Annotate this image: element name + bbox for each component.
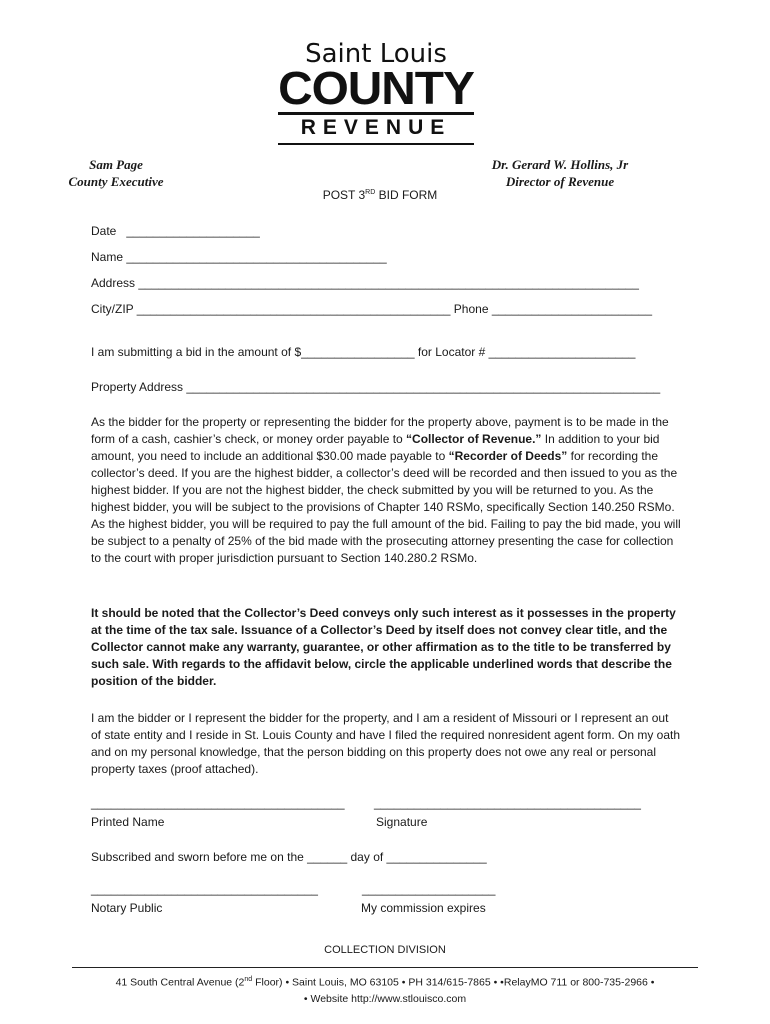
printed-name-line[interactable]: ______________________________________ <box>91 796 345 810</box>
county-executive-title: County Executive <box>68 174 164 189</box>
text-run: Floor) • Saint Louis, MO 63105 • PH 314/615-7865 • •RelayMO 711 or 800-735-2966 • <box>252 976 655 989</box>
notary-label: Notary Public <box>91 901 163 915</box>
logo-divider-bottom <box>278 143 474 145</box>
form-title <box>300 188 460 202</box>
text-run: As the bidder for the property or representing the bidder for the property above, payment is to be made in the form of a cash, cashier’s check, or money order payable to <box>91 415 669 446</box>
notary-line[interactable]: __________________________________ <box>91 882 318 896</box>
text-run: 41 South Central Avenue (2 <box>115 976 245 989</box>
county-revenue-logo <box>276 40 476 146</box>
director-block <box>480 156 640 190</box>
county-executive-name: Sam Page <box>89 157 143 172</box>
footer-address <box>0 972 770 1007</box>
payee-collector: “Collector of Revenue.” <box>406 432 542 446</box>
director-title: Director of Revenue <box>505 174 615 189</box>
text-run: for recording the collector’s deed. If you are the highest bidder, a collector’s deed will be recorded and then issued to you as the highest bidder. If you are not the highest bidder, the check submitted by you will be returned to you. As the highest bidder, you will be subject to the provisions of Chapter 140 RSMo, specifically Section 140.250 RSMo. <box>91 449 678 514</box>
collection-division: COLLECTION DIVISION <box>324 944 446 956</box>
commission-label: My commission expires <box>361 901 486 915</box>
penalty-paragraph: As the highest bidder, you will be required to pay the full amount of the bid. Failing to pay the bid made, you will be subject to a penalty of 25% of the bid made with the prosecuting attorney presenting the case for collection to the court with proper jurisdiction pursuant to Section 140.280.2 RSMo. <box>91 517 681 565</box>
property-address-field[interactable]: Property Address _______________________________________________________________________ <box>91 380 661 394</box>
text-run-sup: nd <box>244 976 253 983</box>
collector-deed-notice: It should be noted that the Collector’s Deed conveys only such interest as it possesses in the property at the time of the tax sale. Issuance of a Collector’s Deed by itself does not convey clear title, and the Collector cannot make any warranty, guarantee, or other affirmation as to the title to be transferred by such sale. With regards to the affidavit below, circle the applicable underlined words that describe the position of the bidder. <box>91 606 676 688</box>
payment-instructions <box>91 414 681 567</box>
address-field[interactable]: Address ___________________________________________________________________________ <box>91 276 639 290</box>
form-title-sup: RD <box>365 189 376 196</box>
bid-amount-locator-field[interactable]: I am submitting a bid in the amount of $_________________ for Locator # ______________________ <box>91 345 636 359</box>
payee-recorder: “Recorder of Deeds” <box>448 449 568 463</box>
affidavit-paragraph: I am the bidder or I represent the bidder for the property, and I am a resident of Missouri or I represent an out of state entity and I reside in St. Louis County and have I filed the required nonresident agent form. On my oath and on my personal knowledge, that the person bidding on this property does not owe any real or personal property taxes (proof attached). <box>91 711 681 776</box>
logo-revenue: REVENUE <box>300 116 452 139</box>
county-executive-block <box>56 156 176 190</box>
form-title-suffix: BID FORM <box>375 188 438 202</box>
footer-website[interactable]: • Website http://www.stlouisco.com <box>303 992 467 1005</box>
text-run: In addition to your bid amount, you need to include an additional $30.00 made payable to <box>91 432 660 463</box>
footer-divider <box>72 967 698 968</box>
signature-label: Signature <box>376 815 428 829</box>
date-field[interactable]: Date ____________________ <box>91 224 260 238</box>
form-title-prefix: POST 3 <box>322 188 366 202</box>
logo-county: COUNTY <box>278 62 474 114</box>
sworn-date-field[interactable]: Subscribed and sworn before me on the ______ day of _______________ <box>91 850 487 864</box>
printed-name-label: Printed Name <box>91 815 165 829</box>
logo-saint-louis: Saint Louis <box>305 39 447 69</box>
director-name: Dr. Gerard W. Hollins, Jr <box>491 157 629 172</box>
payment-paragraph <box>91 414 681 516</box>
footer-address-line <box>0 972 770 991</box>
name-field[interactable]: Name _______________________________________ <box>91 250 387 264</box>
commission-line[interactable]: ____________________ <box>362 882 496 896</box>
city-zip-phone-field[interactable]: City/ZIP _______________________________________________ Phone ________________________ <box>91 302 652 316</box>
signature-line[interactable]: ________________________________________ <box>374 796 641 810</box>
